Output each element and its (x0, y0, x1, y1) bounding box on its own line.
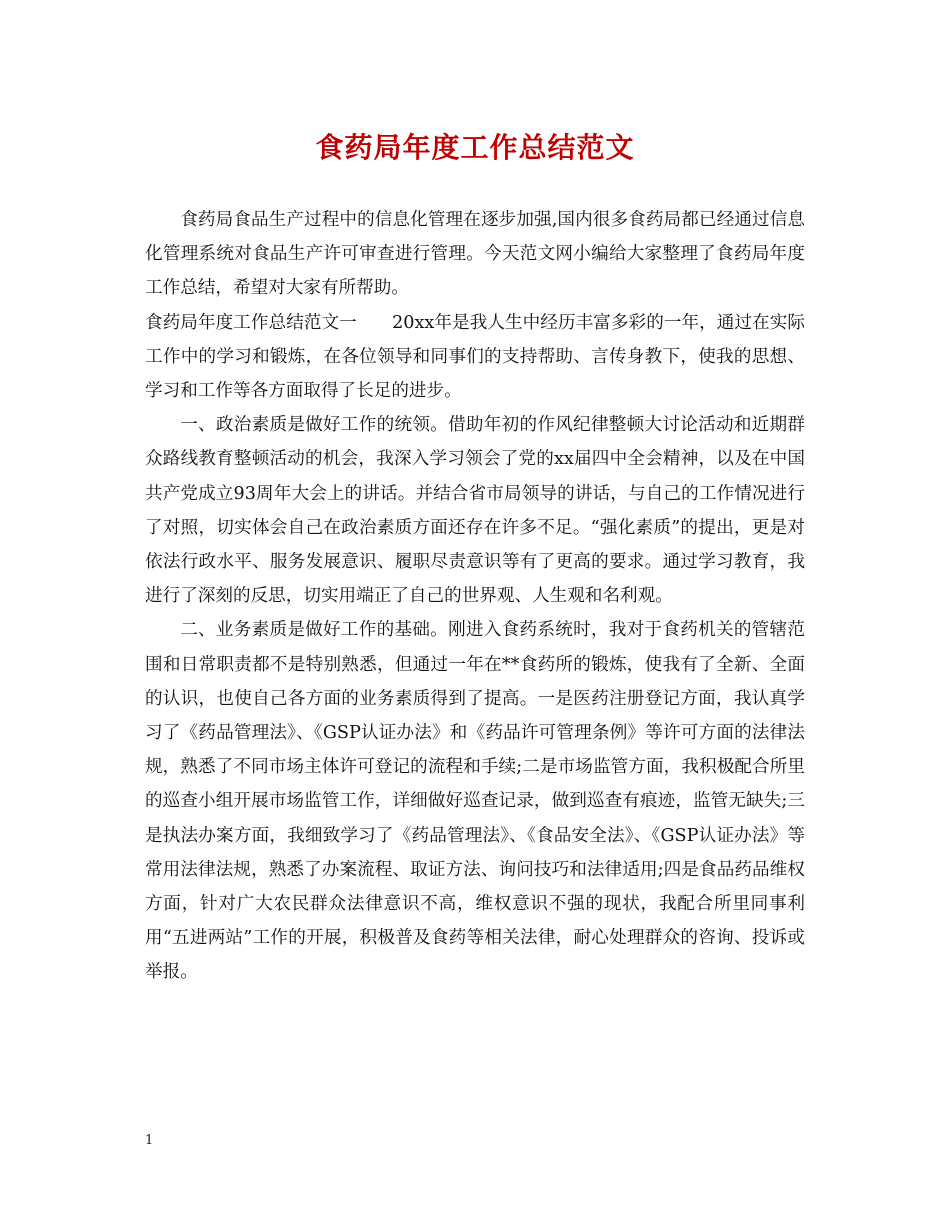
document-title: 食药局年度工作总结范文 (315, 131, 635, 164)
paragraph-example-one: 食药局年度工作总结范文一 20xx年是我人生中经历丰富多彩的一年，通过在实际工作中的学习和锻炼，在各位领导和同事们的支持帮助、言传身教下，使我的思想、学习和工作等各方面取得了长足的进步。 (145, 312, 805, 402)
paragraph-intro: 食药局食品生产过程中的信息化管理在逐步加强,国内很多食药局都已经通过信息化管理系统对食品生产许可审查进行管理。今天范文网小编给大家整理了食药局年度工作总结，希望对大家有所帮助。 (145, 210, 805, 299)
paragraph-political-quality: 一、政治素质是做好工作的统领。借助年初的作风纪律整顿大讨论活动和近期群众路线教育整顿活动的机会，我深入学习领会了党的xx届四中全会精神，以及在中国共产党成立93周年大会上的讲话。并结合省市局领导的讲话，与自己的工作情况进行了对照，切实体会自己在政治素质方面还存在许多不足。“强化素质”的提出，更是对依法行政水平、服务发展意识、履职尽责意识等有了更高的要求。通过学习教育，我进行了深刻的反思，切实用端正了自己的世界观、人生观和名利观。 (145, 415, 805, 607)
document-body (145, 203, 805, 990)
paragraph-business-quality: 二、业务素质是做好工作的基础。刚进入食药系统时，我对于食药机关的管辖范围和日常职责都不是特别熟悉，但通过一年在**食药所的锻炼，使我有了全新、全面的认识，也使自己各方面的业务素质得到了提高。一是医药注册登记方面，我认真学习了《药品管理法》、《GSP认证办法》和《药品许可管理条例》等许可方面的法律法规，熟悉了不同市场主体许可登记的流程和手续;二是市场监管方面，我积极配合所里的巡查小组开展市场监管工作，详细做好巡查记录，做到巡查有痕迹，监管无缺失;三是执法办案方面，我细致学习了《药品管理法》、《食品安全法》、《GSP认证办法》等常用法律法规，熟悉了办案流程、取证方法、询问技巧和法律适用;四是食品药品维权方面，针对广大农民群众法律意识不高，维权意识不强的现状，我配合所里同事利用“五进两站”工作的开展，积极普及食药等相关法律，耐心处理群众的咨询、投诉或举报。 (145, 620, 805, 983)
page-number: 1 (145, 1133, 154, 1148)
